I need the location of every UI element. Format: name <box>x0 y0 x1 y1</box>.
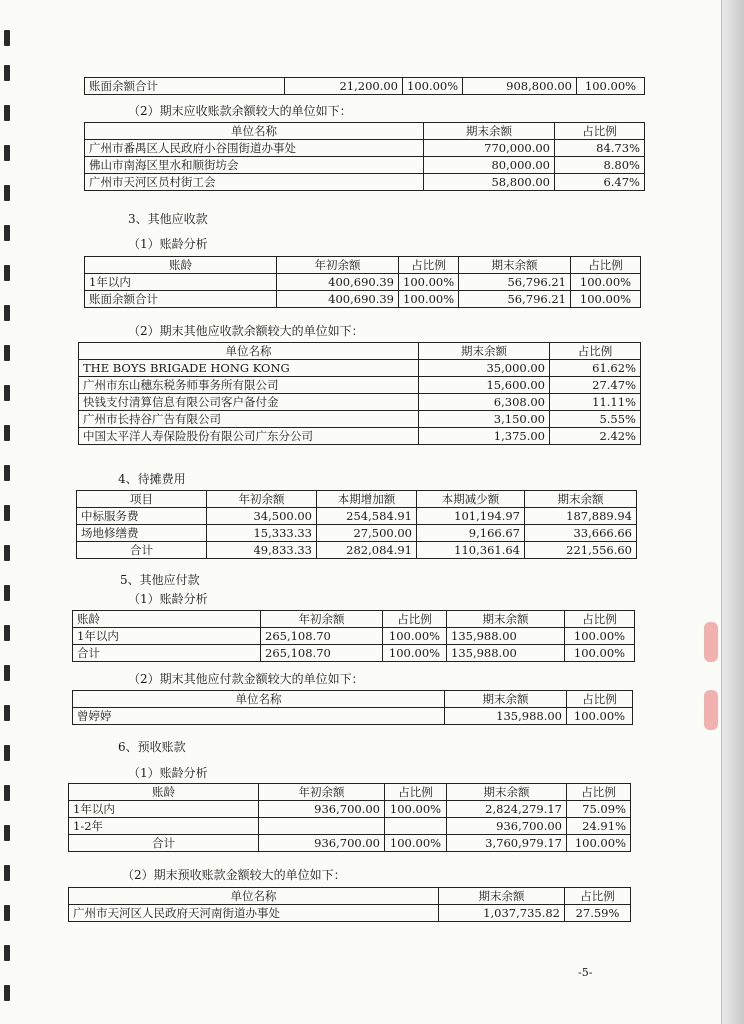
cell: 广州市东山穗东税务师事务所有限公司 <box>79 377 419 394</box>
table-row <box>85 78 645 95</box>
cell: 75.09% <box>567 801 631 818</box>
cell: 1年以内 <box>73 628 261 645</box>
cell: 100.00% <box>399 274 459 291</box>
cell: 282,084.91 <box>317 542 417 559</box>
cell: 49,833.33 <box>207 542 317 559</box>
cell: 100.00% <box>577 78 645 95</box>
table-row <box>85 274 641 291</box>
column-header: 期末余额 <box>447 784 567 801</box>
cell: 合计 <box>77 542 207 559</box>
ar-top-table <box>84 122 645 191</box>
cell: 100.00% <box>571 291 641 308</box>
cell: 广州市天河区人民政府天河南街道办事处 <box>69 905 439 922</box>
cell: 2.42% <box>550 428 641 445</box>
cell: 61.62% <box>550 360 641 377</box>
column-header: 单位名称 <box>73 691 445 708</box>
cell: 100.00% <box>567 708 633 725</box>
cell: 400,690.39 <box>277 291 399 308</box>
cell: 265,108.70 <box>261 645 383 662</box>
column-header: 年初余额 <box>277 257 399 274</box>
cell: 400,690.39 <box>277 274 399 291</box>
cell: 11.11% <box>550 394 641 411</box>
column-header: 单位名称 <box>69 888 439 905</box>
cell: 100.00% <box>565 628 635 645</box>
column-header: 年初余额 <box>259 784 385 801</box>
cell: 1,037,735.82 <box>439 905 565 922</box>
cell: 908,800.00 <box>463 78 577 95</box>
cell: 1-2年 <box>69 818 259 835</box>
table-row <box>79 377 641 394</box>
cell: 101,194.97 <box>417 508 525 525</box>
table-row <box>69 801 631 818</box>
table-row <box>77 542 637 559</box>
cell: 21,200.00 <box>285 78 403 95</box>
table-row <box>73 645 635 662</box>
cell: 2,824,279.17 <box>447 801 567 818</box>
column-header: 单位名称 <box>79 343 419 360</box>
column-header: 年初余额 <box>207 491 317 508</box>
column-header: 占比例 <box>385 784 447 801</box>
cell: 254,584.91 <box>317 508 417 525</box>
cell: 广州市长持谷广告有限公司 <box>79 411 419 428</box>
cell: 35,000.00 <box>419 360 550 377</box>
column-header: 期末余额 <box>525 491 637 508</box>
cell: 110,361.64 <box>417 542 525 559</box>
cell: 34,500.00 <box>207 508 317 525</box>
cell: 100.00% <box>567 835 631 852</box>
cell: 6.47% <box>555 174 645 191</box>
table-header-row <box>69 784 631 801</box>
column-header: 占比例 <box>383 611 447 628</box>
cell: 27,500.00 <box>317 525 417 542</box>
cell: 广州市番禺区人民政府小谷围街道办事处 <box>85 140 424 157</box>
subsection-heading: （2）期末其他应收款余额较大的单位如下： <box>128 324 364 338</box>
cell: 场地修缮费 <box>77 525 207 542</box>
cell: 27.59% <box>565 905 631 922</box>
advance-top-table <box>68 887 631 922</box>
table-row <box>77 508 637 525</box>
table-row <box>79 428 641 445</box>
table-header-row <box>85 257 641 274</box>
cell: 广州市天河区员村街工会 <box>85 174 424 191</box>
cell: 曾婷婷 <box>73 708 445 725</box>
cell: 936,700.00 <box>259 801 385 818</box>
table-row <box>79 411 641 428</box>
column-header: 期末余额 <box>439 888 565 905</box>
other-ap-top-table <box>72 690 633 725</box>
column-header: 占比例 <box>550 343 641 360</box>
table-row <box>85 140 645 157</box>
table-row <box>85 174 645 191</box>
subsection-heading: （1）账龄分析 <box>128 592 208 606</box>
cell: 100.00% <box>571 274 641 291</box>
cell: 80,000.00 <box>424 157 555 174</box>
subsection-heading: （2）期末预收账款金额较大的单位如下： <box>122 868 346 882</box>
cell: 快钱支付清算信息有限公司客户备付金 <box>79 394 419 411</box>
cell: 合计 <box>69 835 259 852</box>
table-row <box>69 835 631 852</box>
other-ap-aging-table <box>72 610 635 662</box>
cell: 中标服务费 <box>77 508 207 525</box>
column-header: 期末余额 <box>424 123 555 140</box>
cell: 100.00% <box>399 291 459 308</box>
other-ar-aging-table <box>84 256 641 308</box>
cell: 100.00% <box>383 645 447 662</box>
cell: 100.00% <box>385 835 447 852</box>
cell: 56,796.21 <box>459 291 571 308</box>
cell: 15,333.33 <box>207 525 317 542</box>
column-header: 期末余额 <box>419 343 550 360</box>
ar-aging-total-table <box>84 77 645 95</box>
cell: 84.73% <box>555 140 645 157</box>
column-header: 占比例 <box>555 123 645 140</box>
cell: 135,988.00 <box>445 708 567 725</box>
cell: 58,800.00 <box>424 174 555 191</box>
section-heading: （2）期末应收账款余额较大的单位如下： <box>128 104 352 118</box>
cell: 1年以内 <box>85 274 277 291</box>
cell: 6,308.00 <box>419 394 550 411</box>
column-header: 账龄 <box>85 257 277 274</box>
column-header: 期末余额 <box>447 611 565 628</box>
cell: 账面余额合计 <box>85 291 277 308</box>
cell: 中国太平洋人寿保险股份有限公司广东分公司 <box>79 428 419 445</box>
cell: 8.80% <box>555 157 645 174</box>
table-header-row <box>69 888 631 905</box>
cell: 3,760,979.17 <box>447 835 567 852</box>
cell: 账面余额合计 <box>85 78 285 95</box>
table-header-row <box>77 491 637 508</box>
cell: 56,796.21 <box>459 274 571 291</box>
column-header: 期末余额 <box>445 691 567 708</box>
table-row <box>79 394 641 411</box>
column-header: 账龄 <box>69 784 259 801</box>
cell: 100.00% <box>385 801 447 818</box>
table-row <box>73 708 633 725</box>
column-header: 占比例 <box>565 611 635 628</box>
cell: 100.00% <box>565 645 635 662</box>
cell: 936,700.00 <box>447 818 567 835</box>
cell: 1,375.00 <box>419 428 550 445</box>
cell: 佛山市南海区里水和顺街坊会 <box>85 157 424 174</box>
cell: 27.47% <box>550 377 641 394</box>
cell: 24.91% <box>567 818 631 835</box>
column-header: 年初余额 <box>261 611 383 628</box>
cell: 9,166.67 <box>417 525 525 542</box>
section-heading: 4、待摊费用 <box>118 472 186 486</box>
subsection-heading: （2）期末其他应付款金额较大的单位如下： <box>128 672 364 686</box>
column-header: 本期减少额 <box>417 491 525 508</box>
table-row <box>79 360 641 377</box>
column-header: 单位名称 <box>85 123 424 140</box>
cell: THE BOYS BRIGADE HONG KONG <box>79 360 419 377</box>
table-header-row <box>73 691 633 708</box>
column-header: 占比例 <box>399 257 459 274</box>
cell: 100.00% <box>403 78 463 95</box>
cell: 合计 <box>73 645 261 662</box>
cell: 770,000.00 <box>424 140 555 157</box>
table-row <box>77 525 637 542</box>
table-header-row <box>85 123 645 140</box>
cell: 221,556.60 <box>525 542 637 559</box>
cell: 15,600.00 <box>419 377 550 394</box>
advance-aging-table <box>68 783 631 852</box>
column-header: 占比例 <box>571 257 641 274</box>
table-header-row <box>73 611 635 628</box>
cell: 135,988.00 <box>447 628 565 645</box>
column-header: 账龄 <box>73 611 261 628</box>
subsection-heading: （1）账龄分析 <box>128 766 208 780</box>
cell: 135,988.00 <box>447 645 565 662</box>
prepaid-expenses-table <box>76 490 637 559</box>
cell <box>259 818 385 835</box>
column-header: 本期增加额 <box>317 491 417 508</box>
column-header: 占比例 <box>567 691 633 708</box>
column-header: 项目 <box>77 491 207 508</box>
other-ar-top-table <box>78 342 641 445</box>
cell <box>385 818 447 835</box>
table-row <box>73 628 635 645</box>
cell: 1年以内 <box>69 801 259 818</box>
column-header: 期末余额 <box>459 257 571 274</box>
cell: 265,108.70 <box>261 628 383 645</box>
cell: 33,666.66 <box>525 525 637 542</box>
page-number: -5- <box>578 966 593 979</box>
cell: 936,700.00 <box>259 835 385 852</box>
cell: 100.00% <box>383 628 447 645</box>
subsection-heading: （1）账龄分析 <box>128 237 208 251</box>
column-header: 占比例 <box>565 888 631 905</box>
cell: 3,150.00 <box>419 411 550 428</box>
section-heading: 3、其他应收款 <box>128 212 208 226</box>
table-row <box>69 818 631 835</box>
table-row <box>85 157 645 174</box>
cell: 5.55% <box>550 411 641 428</box>
table-row <box>85 291 641 308</box>
cell: 187,889.94 <box>525 508 637 525</box>
section-heading: 5、其他应付款 <box>120 573 200 587</box>
section-heading: 6、预收账款 <box>118 740 186 754</box>
column-header: 占比例 <box>567 784 631 801</box>
table-row <box>69 905 631 922</box>
table-header-row <box>79 343 641 360</box>
